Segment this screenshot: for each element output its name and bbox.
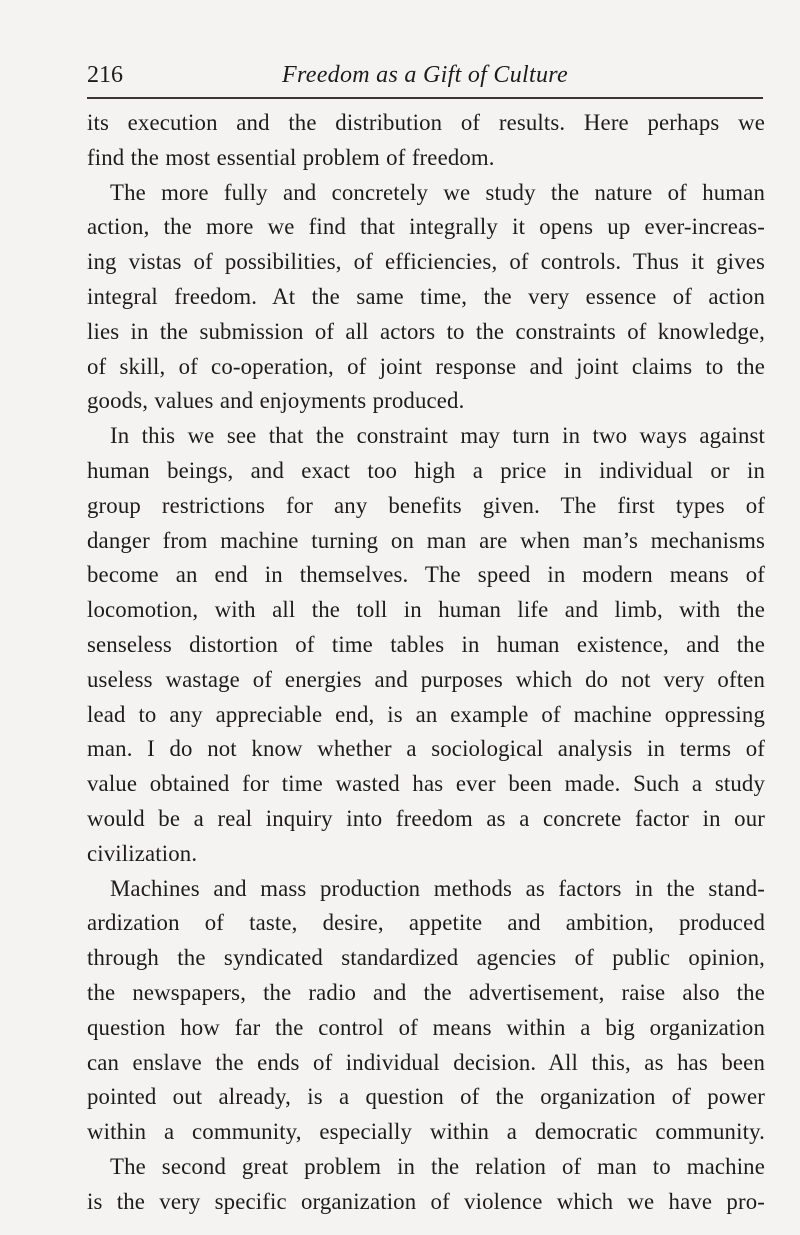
text-line: civilization. (87, 840, 198, 866)
text-line: goods, values and enjoyments produced. (87, 388, 465, 414)
running-title: Freedom as a Gift of Culture (282, 62, 568, 88)
text-line: can enslave the ends of individual decision. All this, as has been (87, 1049, 765, 1075)
text-line: The more fully and concretely we study the nature of human (110, 179, 765, 205)
header-rule (87, 97, 763, 99)
text-line: question how far the control of means within a big organization (87, 1014, 765, 1040)
page-number: 216 (87, 62, 123, 88)
text-line: useless wastage of energies and purposes which do not very often (87, 666, 765, 692)
text-line: senseless distortion of time tables in human existence, and the (87, 631, 765, 657)
text-line: integral freedom. At the same time, the very essence of action (87, 283, 765, 309)
text-line: The second great problem in the relation of man to machine (110, 1153, 765, 1179)
text-line: ardization of taste, desire, appetite and ambition, produced (87, 910, 765, 936)
text-line: man. I do not know whether a sociological analysis in terms of (87, 736, 765, 762)
text-line: become an end in themselves. The speed in modern means of (87, 562, 765, 588)
text-line: find the most essential problem of freedom. (87, 144, 495, 170)
text-line: action, the more we find that integrally it opens up ever-increas- (87, 214, 765, 240)
text-line: lies in the submission of all actors to the constraints of knowledge, (87, 318, 765, 344)
text-line: human beings, and exact too high a price in individual or in (87, 457, 765, 483)
text-line: In this we see that the constraint may turn in two ways against (110, 423, 765, 449)
text-line: through the syndicated standardized agencies of public opinion, (87, 945, 765, 971)
text-line: ing vistas of possibilities, of efficiencies, of controls. Thus it gives (87, 249, 765, 275)
text-line: pointed out already, is a question of the organization of power (87, 1084, 765, 1110)
text-line: its execution and the distribution of results. Here perhaps we (87, 110, 765, 135)
text-line: Machines and mass production methods as factors in the stand- (110, 875, 765, 901)
text-line: within a community, especially within a democratic community. (87, 1119, 765, 1145)
text-line: danger from machine turning on man are when man’s mechanisms (87, 527, 765, 553)
text-line: lead to any appreciable end, is an example of machine oppressing (87, 701, 765, 727)
text-line: value obtained for time wasted has ever been made. Such a study (87, 771, 765, 797)
text-line: would be a real inquiry into freedom as a concrete factor in our (87, 805, 765, 831)
text-line: of skill, of co-operation, of joint response and joint claims to the (87, 353, 765, 379)
text-line: group restrictions for any benefits given. The first types of (87, 492, 765, 518)
text-line: the newspapers, the radio and the advertisement, raise also the (87, 979, 765, 1005)
running-head (87, 58, 763, 92)
body-text (87, 106, 765, 1220)
text-line: locomotion, with all the toll in human life and limb, with the (87, 597, 765, 623)
text-line: is the very specific organization of violence which we have pro- (87, 1188, 765, 1214)
